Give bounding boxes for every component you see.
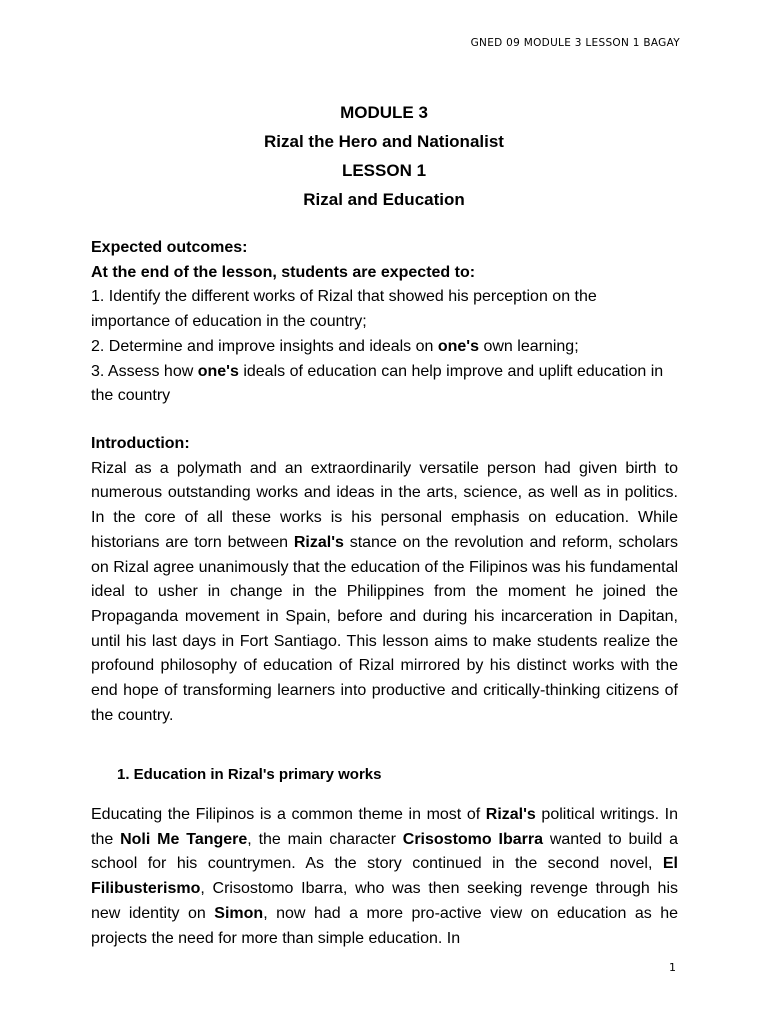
introduction-text-1: Rizal as a polymath and an extraordinarily versatile person had given birth to numerous outstanding works and ideas in the arts, science, as well as in politics. In the core of all these works is his personal emphasis on education. While historians are torn between [91, 459, 678, 551]
page-number: 1 [669, 961, 676, 974]
expected-outcomes-section [91, 236, 678, 409]
outcome-item-3-text: 3. Assess how [91, 362, 198, 380]
outcome-item-3-tail: ideals of education can help improve and uplift education in the country [91, 362, 664, 405]
outcomes-heading: Expected outcomes: [91, 239, 248, 256]
outcomes-lead: At the end of the lesson, students are expected to: [91, 263, 476, 281]
introduction-heading: Introduction: [91, 435, 190, 452]
section-1-emphasis-3: Crisostomo Ibarra [402, 830, 543, 848]
outcome-item-1: 1. Identify the different works of Rizal that showed his perception on the importance of education in the country; [91, 288, 597, 331]
section-1-text-4: wanted to build a school for his countrymen. As the story continued in the second novel, [91, 830, 679, 873]
section-1-emphasis-4: El Filibusterismo [91, 855, 678, 898]
module-subtitle: Rizal the Hero and Nationalist [264, 132, 504, 151]
section-1-paragraph [91, 803, 678, 951]
section-1-text-2: political writings. In the [91, 806, 678, 848]
section-1-emphasis-1: Rizal's [485, 806, 536, 823]
lesson-title: Rizal and Education [303, 190, 465, 209]
outcome-item-2-text: 2. Determine and improve insights and ideals on [91, 337, 438, 355]
lesson-number: LESSON 1 [341, 161, 427, 180]
section-1-text-5: , Crisostomo Ibarra, who was then seeking revenge through his new identity on [91, 880, 678, 922]
introduction-section [91, 432, 678, 728]
outcome-item-3 [91, 360, 678, 409]
title-block [0, 98, 768, 214]
section-1-text-1: Educating the Filipinos is a common theme in most of [91, 806, 486, 823]
introduction-paragraph [91, 457, 678, 729]
introduction-emphasis: Rizal's [293, 533, 344, 551]
section-1-emphasis-2: Noli Me Tangere [120, 830, 248, 848]
section-1-title: 1. Education in Rizal's primary works [117, 766, 382, 783]
module-title: MODULE 3 [340, 103, 428, 122]
section-1-text-6: , now had a more pro-active view on education as he projects the need for more than simple education. In [91, 904, 678, 947]
section-1-emphasis-5: Simon [214, 904, 264, 922]
running-header: GNED 09 MODULE 3 LESSON 1 BAGAY [470, 37, 680, 49]
outcome-item-2-emphasis: one's [437, 337, 480, 355]
outcome-item-3-emphasis: one's [197, 362, 239, 380]
section-1-text-3: , the main character [247, 830, 403, 848]
section-1-body [91, 803, 678, 951]
introduction-text-2: stance on the revolution and reform, scholars on Rizal agree unanimously that the education of the Filipinos was his fundamental ideal to usher in change in the Philippines from the moment he joined the Propaganda movement in Spain, before and during his incarceration in Dapitan, until his last days in Fort Santiago. This lesson aims to make students realize the profound philosophy of education of Rizal mirrored by his distinct works with the end hope of transforming learners into productive and critically-thinking citizens of the country. [91, 533, 679, 724]
outcome-item-2 [91, 335, 678, 360]
outcome-item-2-tail: own learning; [479, 337, 579, 355]
